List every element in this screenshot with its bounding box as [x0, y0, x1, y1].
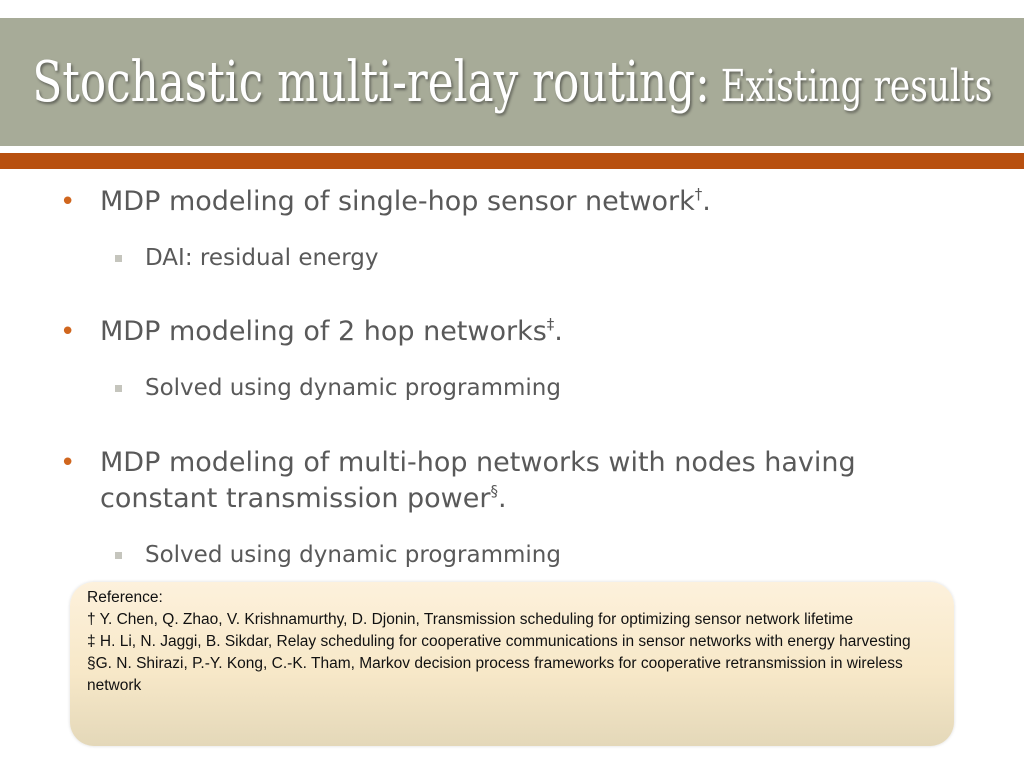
reference-item: §G. N. Shirazi, P.-Y. Kong, C.-K. Tham, Markov decision process frameworks for cooperative retransmission in wireless network	[87, 655, 903, 694]
bullet-item	[100, 184, 960, 220]
sub-bullet-item	[145, 373, 945, 403]
slide-title-sub: Existing results	[720, 60, 992, 112]
sub-bullet-item	[145, 243, 945, 273]
bullet-end: .	[702, 186, 711, 217]
reference-heading: Reference:	[87, 589, 163, 606]
bullet-item	[100, 314, 960, 350]
bullet-end: .	[497, 483, 507, 514]
sub-bullet-item	[145, 540, 945, 570]
bullet-item	[100, 445, 920, 517]
bullet-text: MDP modeling of multi-hop networks with nodes having constant transmission power	[100, 447, 856, 514]
bullet-end: .	[554, 316, 563, 347]
footnote-mark: §	[490, 482, 498, 500]
sub-bullet-text: Solved using dynamic programming	[145, 542, 561, 568]
bullet-text: MDP modeling of 2 hop networks	[100, 316, 547, 347]
bullet-text: MDP modeling of single-hop sensor network	[100, 186, 695, 217]
reference-text	[87, 587, 937, 697]
sub-bullet-text: Solved using dynamic programming	[145, 375, 561, 401]
reference-item: † Y. Chen, Q. Zhao, V. Krishnamurthy, D. Djonin, Transmission scheduling for optimizing sensor network lifetime	[87, 611, 854, 628]
reference-item: ‡ H. Li, N. Jaggi, B. Sikdar, Relay scheduling for cooperative communications in sensor networks with energy harvesting	[87, 633, 911, 650]
slide-title-main: Stochastic multi-relay routing:	[32, 49, 710, 115]
footnote-mark: †	[694, 185, 703, 203]
footnote-mark: ‡	[546, 315, 555, 333]
sub-bullet-text: DAI: residual energy	[145, 245, 379, 271]
